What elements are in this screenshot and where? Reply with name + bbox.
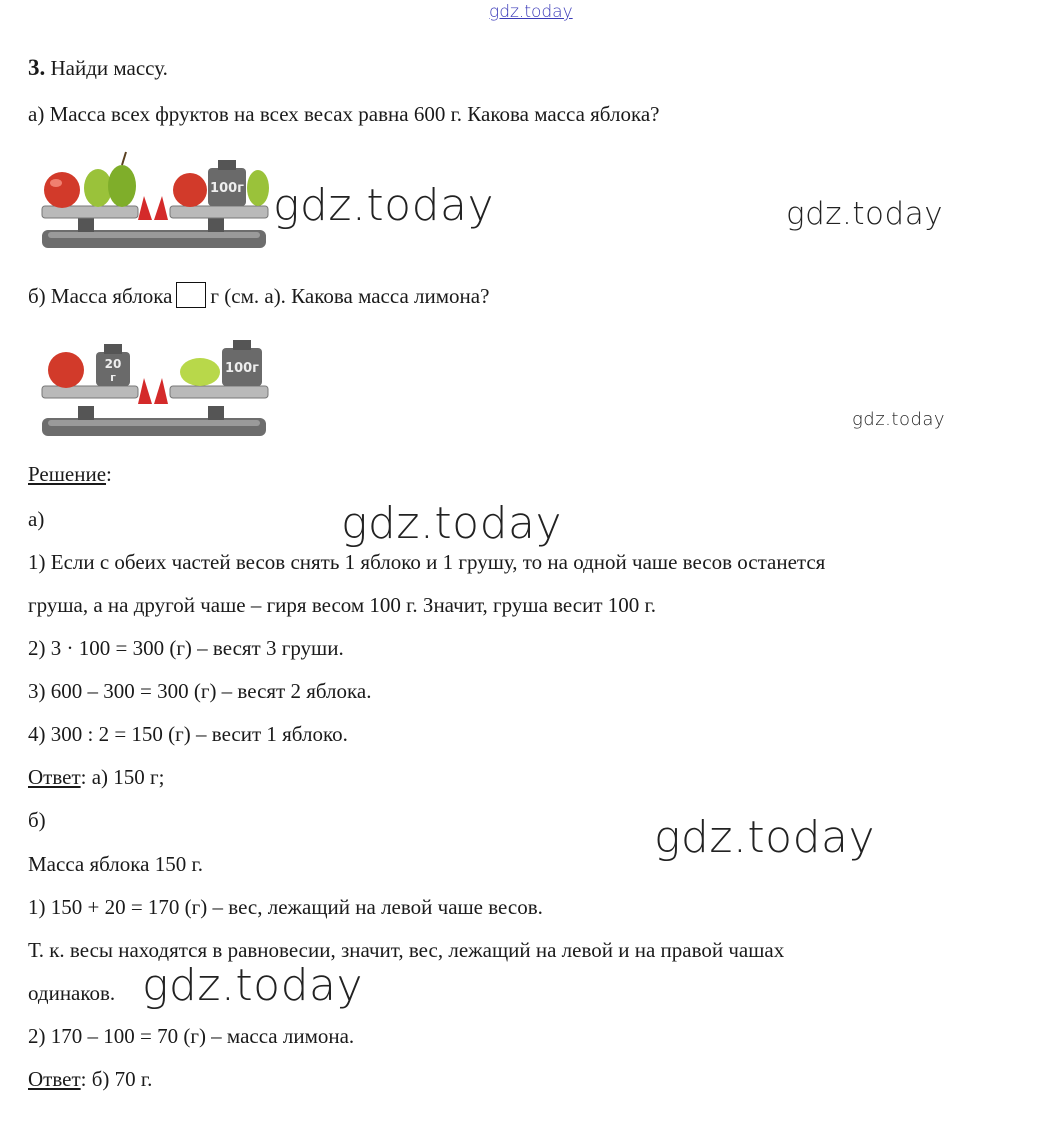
task-part-a: а) Масса всех фруктов на всех весах равна 600 г. Какова масса яблока? [28, 102, 660, 126]
answer-b [28, 1067, 152, 1091]
solution-line: 1) Если с обеих частей весов снять 1 яблоко и 1 грушу, то на одной чаше весов останется [28, 550, 826, 574]
task-part-b [28, 282, 489, 308]
solution-line: груша, а на другой чаше – гиря весом 100 г. Значит, груша весит 100 г. [28, 593, 657, 617]
solution-line: 2) 3 · 100 = 300 (г) – весят 3 груши. [28, 636, 344, 660]
balance-scale-a-illustration [40, 150, 270, 252]
task-heading [28, 56, 168, 80]
watermark: gdz.today [142, 960, 364, 1011]
task-number: 3. [28, 55, 46, 80]
apple-icon [44, 172, 80, 208]
watermark: gdz.today [654, 812, 876, 863]
lemon-icon [180, 358, 220, 386]
header-watermark-link[interactable]: gdz.today [489, 2, 573, 22]
part-b-text-before: б) Масса яблока [28, 284, 173, 308]
apple-icon [173, 173, 207, 207]
answer-a [28, 765, 165, 789]
watermark: gdz.today [273, 180, 495, 231]
solution-heading-colon: : [106, 462, 112, 486]
solution-heading [28, 462, 112, 486]
watermark: gdz.today [341, 498, 563, 549]
pear-icon [247, 170, 269, 206]
scale-b-left-weight-bottom: г [110, 371, 116, 384]
answer-a-label: Ответ [28, 765, 81, 789]
answer-a-value: : а) 150 г; [80, 765, 165, 789]
pear-icon [108, 165, 136, 207]
solution-line: 2) 170 – 100 = 70 (г) – масса лимона. [28, 1024, 355, 1048]
solution-line: 4) 300 : 2 = 150 (г) – весит 1 яблоко. [28, 722, 348, 746]
scale-b-right-weight-label: 100г [225, 361, 259, 376]
part-b-text-after: г (см. а). Какова масса лимона? [210, 284, 490, 308]
answer-box [176, 282, 206, 308]
task-title: Найди массу. [50, 56, 168, 80]
scale-b-left-weight-top: 20 [104, 357, 122, 371]
solution-line: одинаков. [28, 981, 116, 1005]
solution-part-a-label: а) [28, 507, 45, 531]
apple-icon [48, 352, 84, 388]
balance-scale-b-illustration [40, 338, 270, 440]
answer-b-value: : б) 70 г. [80, 1067, 153, 1091]
answer-b-label: Ответ [28, 1067, 81, 1091]
solution-line: 3) 600 – 300 = 300 (г) – весят 2 яблока. [28, 679, 372, 703]
solution-line: Масса яблока 150 г. [28, 852, 203, 876]
solution-part-b-label: б) [28, 808, 46, 832]
watermark: gdz.today [852, 409, 946, 430]
scale-a-weight-label: 100г [210, 181, 244, 196]
watermark: gdz.today [786, 196, 944, 232]
pear-icon [84, 169, 112, 207]
solution-heading-label: Решение [28, 462, 107, 486]
solution-line: 1) 150 + 20 = 170 (г) – вес, лежащий на левой чаше весов. [28, 895, 543, 919]
solution-line: Т. к. весы находятся в равновесии, значит, вес, лежащий на левой и на правой чашах [28, 938, 785, 962]
